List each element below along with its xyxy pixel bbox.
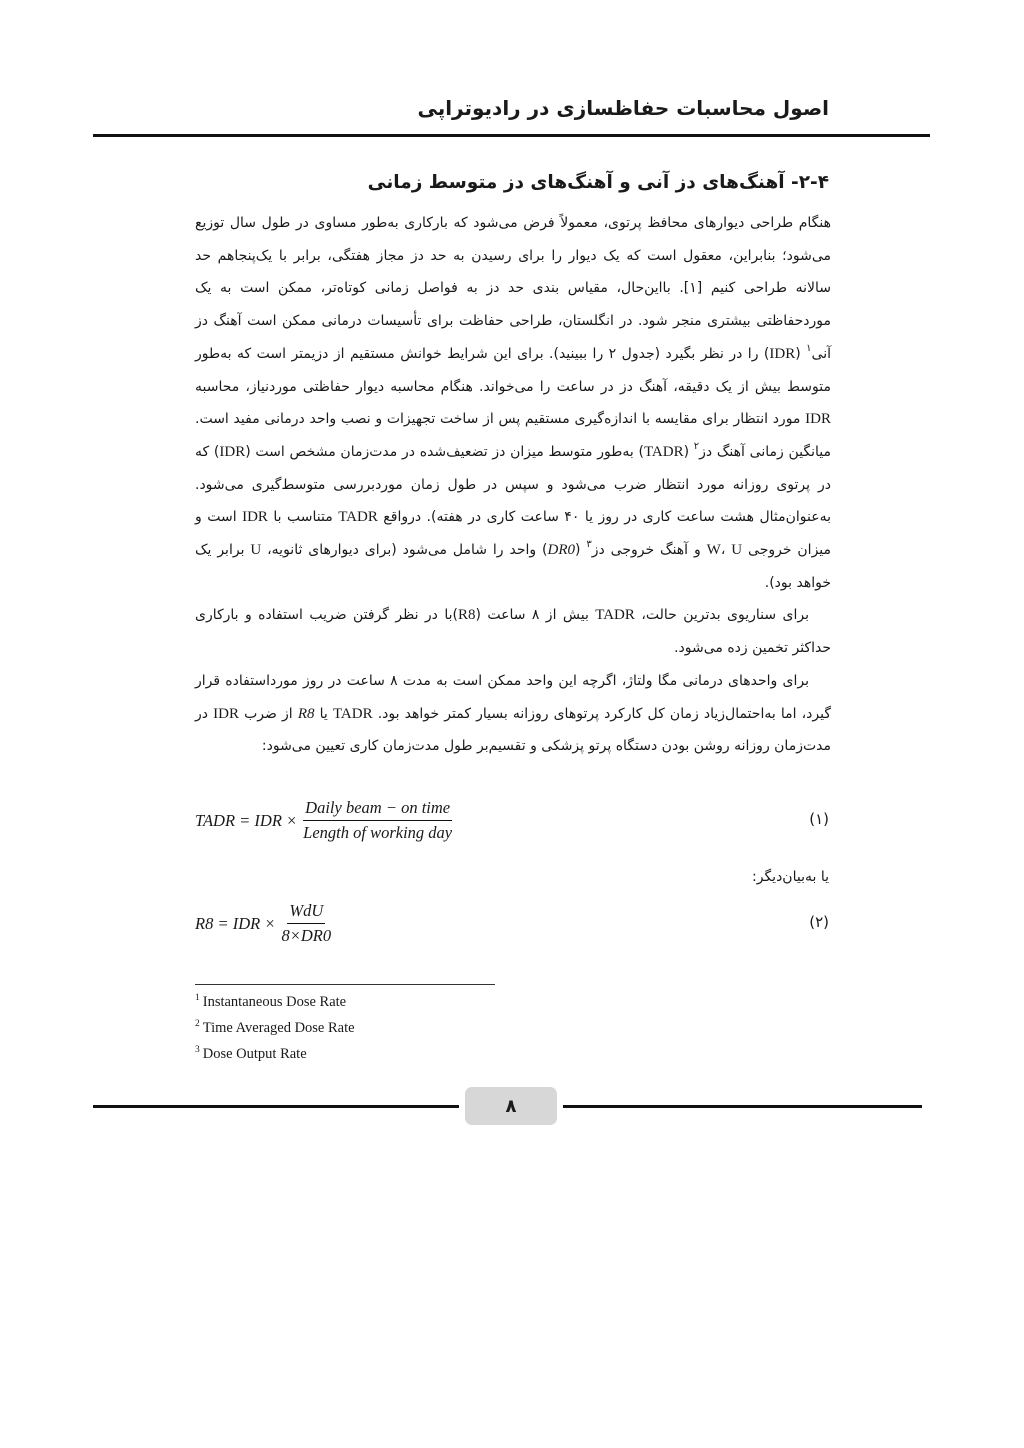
text-run: برای واحدهای درمانی مگا ولتاژ، اگرچه این واحد ممکن است به مدت ۸ ساعت در روز مورداستفاده قرار گیرد، اما به‌احتمال‌زیاد زمان کل کارکرد پرتوهای روزانه بسیار کمتر خواهد بود.	[195, 672, 832, 722]
text-run: برای سناریوی بدترین حالت،	[634, 607, 809, 624]
footnote-marker: 1	[195, 993, 200, 1003]
text-run: (	[575, 542, 587, 559]
text-run: از ضرب	[238, 705, 298, 722]
page-number: ۸	[465, 1087, 557, 1125]
or-text: یا به‌بیان‌دیگر:	[752, 869, 829, 885]
footnote-item	[195, 1015, 355, 1041]
term-r8: R8	[297, 705, 315, 722]
text-run: برابر یک خواهد بود).	[195, 542, 831, 591]
equation-1-formula	[195, 798, 454, 843]
term-dr0: DR0	[547, 542, 576, 559]
term-w: W	[706, 542, 721, 559]
term-r8: R8	[457, 607, 476, 624]
equation-2-formula	[195, 901, 333, 946]
text-run: و آهنگ خروجی دز	[591, 542, 707, 559]
equation-2-number: (۲)	[809, 913, 829, 931]
paragraph-3	[195, 665, 831, 763]
term-tadr: TADR	[595, 607, 635, 624]
paragraph-2	[195, 599, 831, 664]
equation-1	[195, 798, 831, 844]
footnote-item	[195, 989, 355, 1015]
term-u: U	[250, 542, 262, 559]
term-idr: IDR	[219, 443, 246, 460]
text-run: متناسب با	[267, 509, 339, 526]
footnote-text: Dose Output Rate	[202, 1046, 307, 1062]
footnote-marker: 3	[195, 1045, 200, 1055]
text-run: هنگام طراحی دیوارهای محافظ پرتوی، معمولاً فرض می‌شود که بارکاری به‌طور مساوی در طول سال توزیع می‌شود؛ بنابراین، معقول است که یک دیوار را برای رسیدن به حد دز مجاز هفتگی، برابر با یک‌پنجاهم حد سالانه طراحی کنیم [۱]. بااین‌حال، مقیاس بندی حد دز به فواصل زمانی کوتاه‌تر، ممکن است به یک موردحفاظتی بیشتری منجر شود. در انگلستان، طراحی حفاظت برای تأسیسات درمانی ممکن است آهنگ دز آنی	[195, 215, 831, 362]
footnote-separator	[195, 984, 495, 985]
term-tadr: TADR	[338, 509, 378, 526]
text-run: ) را در نظر بگیرد (جدول ۲ را ببینید). برای این شرایط خوانش مستقیم از دزیمتر است که به‌طور متوسط بیش از یک دقیقه، آهنگ دز در ساعت را می‌خواند. هنگام محاسبه دیوار حفاظتی موردنیاز، محاسبه	[195, 345, 831, 395]
text-run: است و میزان خروجی	[195, 509, 832, 559]
text-run: (	[683, 443, 694, 460]
header-rule	[93, 134, 930, 137]
footnote-ref-3: ۳	[586, 539, 592, 551]
term-u: U	[731, 542, 743, 559]
text-run: (	[795, 345, 807, 362]
text-run: در مدت‌زمان روزانه روشن بودن دستگاه پرتو پزشکی و تقسیم‌بر طول مدت‌زمان کاری تعیین می‌شود:	[195, 705, 831, 755]
equation-2-lhs: R8 = IDR ×	[195, 913, 276, 933]
text-run: ) که در پرتوی روزانه مورد انتظار ضرب می‌شود و سپس در طول زمان موردبررسی متوسط‌گیری می‌شود. به‌عنوان‌مثال هشت ساعت کاری در روز یا ۴۰ ساعت کاری در هفته). درواقع	[195, 443, 831, 526]
term-tadr: TADR	[643, 443, 684, 460]
paragraph-1	[195, 207, 831, 599]
running-header: اصول محاسبات حفاظسازی در رادیوتراپی	[417, 96, 829, 120]
equation-2-fraction	[279, 901, 333, 946]
text-run: بیش از ۸ ساعت (	[475, 607, 596, 624]
footnotes	[195, 989, 355, 1067]
footnote-text: Time Averaged Dose Rate	[202, 1020, 355, 1036]
term-tadr: TADR	[332, 705, 373, 722]
equation-1-number: (۱)	[809, 810, 829, 828]
body-text	[195, 207, 831, 763]
equation-1-denominator: Length of working day	[303, 823, 453, 842]
text-run: یا	[314, 705, 333, 722]
equation-2-denominator: 8×DR0	[281, 926, 332, 945]
text-run: )با در نظر گرفتن ضریب استفاده و بارکاری حداکثر تخمین زده می‌شود.	[195, 607, 831, 657]
term-idr: IDR	[213, 705, 239, 722]
equation-1-numerator: Daily beam − on time	[303, 798, 452, 821]
text-run: ) به‌طور متوسط میزان دز تضعیف‌شده در مدت‌زمان مشخص است (	[245, 443, 644, 460]
footnote-text: Instantaneous Dose Rate	[202, 994, 347, 1010]
equation-2-numerator: WdU	[287, 901, 325, 924]
footer-rule-left	[93, 1105, 459, 1108]
footer-rule-right	[563, 1105, 922, 1108]
equation-1-fraction	[301, 798, 454, 843]
term-idr: IDR	[805, 411, 831, 428]
text-run: ) واحد را شامل می‌شود (برای دیوارهای ثانویه،	[261, 542, 548, 559]
term-idr: IDR	[242, 509, 268, 526]
footnote-item	[195, 1041, 355, 1067]
footnote-marker: 2	[195, 1019, 200, 1029]
footnote-ref-1: ۱	[806, 342, 812, 354]
section-title: ۲-۴- آهنگ‌های دز آنی و آهنگ‌های دز متوسط زمانی	[367, 172, 829, 193]
term-idr: IDR	[769, 345, 796, 362]
footnote-ref-2: ۲	[693, 440, 700, 452]
equation-1-lhs: TADR = IDR ×	[195, 810, 298, 830]
text-run: مورد انتظار برای مقایسه با اندازه‌گیری مستقیم پس از ساخت تجهیزات و نصب واحد درمانی مفید است. میانگین زمانی آهنگ دز	[195, 411, 831, 460]
equation-2	[195, 901, 831, 947]
text-run: ،	[720, 542, 732, 559]
